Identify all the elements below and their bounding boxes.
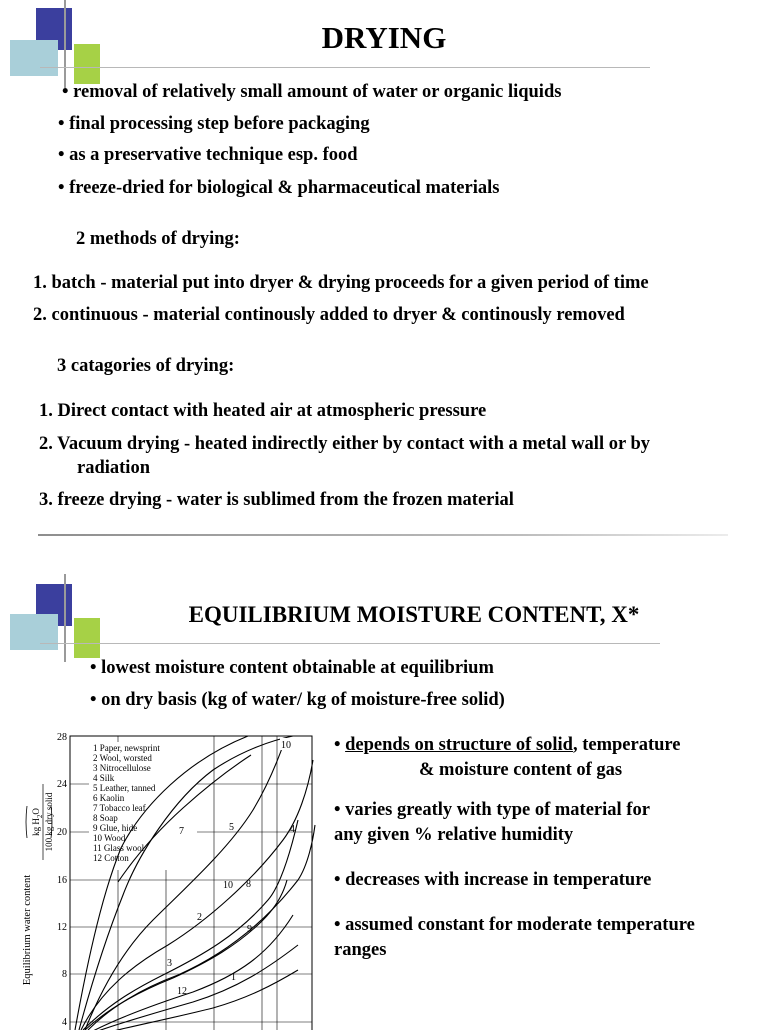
category-2-continued: radiation (77, 458, 150, 478)
page-title: EQUILIBRIUM MOISTURE CONTENT, X* (188, 602, 640, 627)
bullet-structure (334, 735, 681, 756)
title-rule (40, 67, 650, 68)
bullet-assumed: • assumed constant for moderate temperature (334, 915, 695, 935)
bullet-varies: • varies greatly with type of material for (334, 800, 650, 820)
unit-numerator: kg $H_2O$ (31, 808, 44, 836)
y-axis-label: Equilibrium water content (22, 874, 33, 986)
underlined-text: depends on structure of solid (345, 735, 573, 755)
unit-denominator: 100 kg dry solid (44, 792, 54, 852)
svg-text:7: 7 (179, 826, 184, 837)
legend-item: 4 Silk (93, 773, 115, 783)
y-tick: 20 (57, 827, 67, 838)
method-2: 2. continuous - material continously added to dryer & continously removed (33, 305, 625, 325)
legend-item: 9 Glue, hide (93, 823, 138, 833)
svg-text:2: 2 (197, 912, 202, 923)
svg-text:3: 3 (167, 958, 172, 969)
y-tick: 24 (57, 779, 67, 790)
slide-separator (38, 534, 728, 536)
legend-item: 10 Wood (93, 833, 126, 843)
legend-item: 12 Cotton (93, 853, 129, 863)
bullet-2: • final processing step before packaging (58, 114, 370, 134)
legend-item: 5 Leather, tanned (93, 783, 156, 793)
moisture-graph (13, 730, 320, 1030)
categories-heading: 3 catagories of drying: (57, 356, 235, 376)
legend-item: 7 Tobacco leaf (93, 803, 146, 813)
y-tick: 12 (57, 922, 67, 933)
svg-text:12: 12 (177, 986, 187, 997)
bullet-assumed-continued: ranges (334, 940, 387, 960)
title-rule (40, 643, 660, 644)
category-2: 2. Vacuum drying - heated indirectly either by contact with a metal wall or by (39, 434, 650, 454)
legend-item: 8 Soap (93, 813, 118, 823)
legend-item: 1 Paper, newsprint (93, 743, 160, 753)
y-tick: 28 (57, 732, 67, 743)
bullet-structure-continued: & moisture content of gas (419, 760, 623, 780)
bullet-2: • on dry basis (kg of water/ kg of moisture-free solid) (90, 690, 505, 710)
legend-item: 2 Wool, worsted (93, 753, 152, 763)
slide-equilibrium-moisture (0, 572, 768, 1028)
legend-item: 11 Glass wool (93, 843, 145, 853)
bullet-text: , temperature (572, 735, 681, 755)
bullet-1: • lowest moisture content obtainable at equilibrium (90, 658, 494, 678)
methods-heading: 2 methods of drying: (76, 229, 240, 249)
svg-text:9: 9 (247, 924, 252, 935)
category-3: 3. freeze drying - water is sublimed from the frozen material (39, 490, 514, 510)
bullet-prefix: • (334, 735, 346, 755)
svg-text:8: 8 (246, 879, 251, 890)
bullet-4: • freeze-dried for biological & pharmaceutical materials (58, 178, 500, 198)
legend-item: 6 Kaolin (93, 793, 125, 803)
page-title: DRYING (321, 20, 447, 55)
legend-item: 3 Nitrocellulose (93, 763, 151, 773)
y-tick: 4 (62, 1017, 67, 1028)
svg-text:10: 10 (223, 880, 233, 891)
method-1: 1. batch - material put into dryer & drying proceeds for a given period of time (33, 273, 649, 293)
category-1: 1. Direct contact with heated air at atmospheric pressure (39, 401, 487, 421)
bullet-decreases: • decreases with increase in temperature (334, 870, 652, 890)
svg-text:1: 1 (231, 972, 236, 983)
bullet-varies-continued: any given % relative humidity (334, 825, 574, 845)
svg-text:5: 5 (229, 822, 234, 833)
y-tick: 16 (57, 875, 67, 886)
bullet-1: • removal of relatively small amount of water or organic liquids (62, 82, 562, 102)
svg-text:4: 4 (290, 824, 295, 835)
svg-text:10: 10 (281, 740, 291, 751)
bullet-3: • as a preservative technique esp. food (58, 145, 358, 165)
y-tick: 8 (62, 969, 67, 980)
